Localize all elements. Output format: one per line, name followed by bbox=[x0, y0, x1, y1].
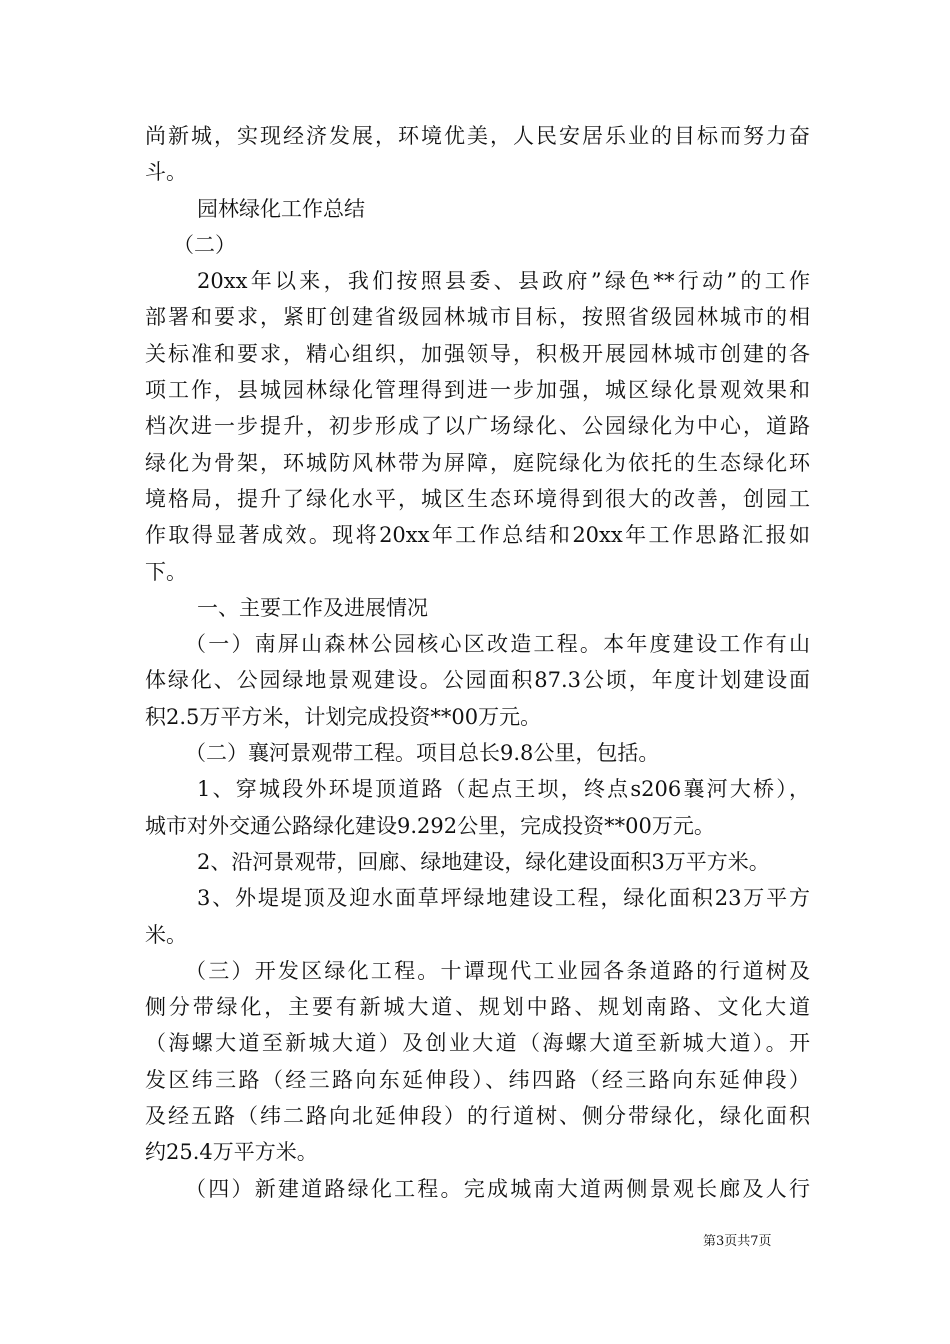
text-line: （海螺大道至新城大道）及创业大道（海螺大道至新城大道）。开 bbox=[145, 1031, 810, 1056]
text-line: 米。 bbox=[145, 922, 187, 947]
text-line: 2、沿河景观带，回廊、绿地建设，绿化建设面积3万平方米。 bbox=[197, 849, 770, 874]
text-line: 尚新城，实现经济发展，环境优美，人民安居乐业的目标而努力奋 bbox=[145, 124, 810, 148]
page-number-footer: 第3页共7页 bbox=[703, 1234, 772, 1249]
text-line: 20xx年以来，我们按照县委、县政府”绿色**行动”的工作 bbox=[197, 269, 810, 294]
text-line: 绿化为骨架，环城防风林带为屏障，庭院绿化为依托的生态绿化环 bbox=[145, 450, 810, 475]
text-line: 3、外堤堤顶及迎水面草坪绿地建设工程，绿化面积23万平方 bbox=[197, 886, 810, 911]
text-line: 部署和要求，紧盯创建省级园林城市目标，按照省级园林城市的相 bbox=[145, 305, 810, 330]
text-line: 积2.5万平方米，计划完成投资**00万元。 bbox=[145, 704, 542, 729]
document-body bbox=[145, 118, 810, 1207]
text-line: 侧分带绿化，主要有新城大道、规划中路、规划南路、文化大道 bbox=[145, 995, 810, 1020]
text-line: （二）襄河景观带工程。项目总长9.8公里，包括。 bbox=[185, 741, 660, 766]
text-line: 及经五路（纬二路向北延伸段）的行道树、侧分带绿化，绿化面积 bbox=[145, 1104, 810, 1129]
text-line: 园林绿化工作总结 bbox=[197, 196, 365, 221]
text-line: （二） bbox=[173, 232, 236, 257]
text-line: 作取得显著成效。现将20xx年工作总结和20xx年工作思路汇报如 bbox=[145, 523, 810, 548]
text-line: （三）开发区绿化工程。十谭现代工业园各条道路的行道树及 bbox=[185, 958, 810, 983]
text-line: 关标准和要求，精心组织，加强领导，积极开展园林城市创建的各 bbox=[145, 341, 810, 366]
text-line: 发区纬三路（经三路向东延伸段）、纬四路（经三路向东延伸段） bbox=[145, 1067, 810, 1092]
text-line: 一、主要工作及进展情况 bbox=[197, 595, 428, 620]
text-line: 1、穿城段外环堤顶道路（起点王坝，终点s206襄河大桥）， bbox=[197, 777, 810, 802]
text-line: （四）新建道路绿化工程。完成城南大道两侧景观长廊及人行 bbox=[185, 1176, 810, 1201]
text-line: 下。 bbox=[145, 559, 187, 584]
text-line: 项工作，县城园林绿化管理得到进一步加强，城区绿化景观效果和 bbox=[145, 378, 810, 403]
text-line: 体绿化、公园绿地景观建设。公园面积87.3公顷，年度计划建设面 bbox=[145, 668, 810, 693]
text-line: 约25.4万平方米。 bbox=[145, 1140, 318, 1165]
text-line: 境格局，提升了绿化水平，城区生态环境得到很大的改善，创园工 bbox=[145, 486, 810, 511]
text-line: 档次进一步提升，初步形成了以广场绿化、公园绿化为中心，道路 bbox=[145, 414, 810, 439]
text-line: 城市对外交通公路绿化建设9.292公里，完成投资**00万元。 bbox=[145, 813, 715, 838]
text-line: （一）南屏山森林公园核心区改造工程。本年度建设工作有山 bbox=[185, 632, 810, 657]
text-line: 斗。 bbox=[145, 160, 187, 185]
